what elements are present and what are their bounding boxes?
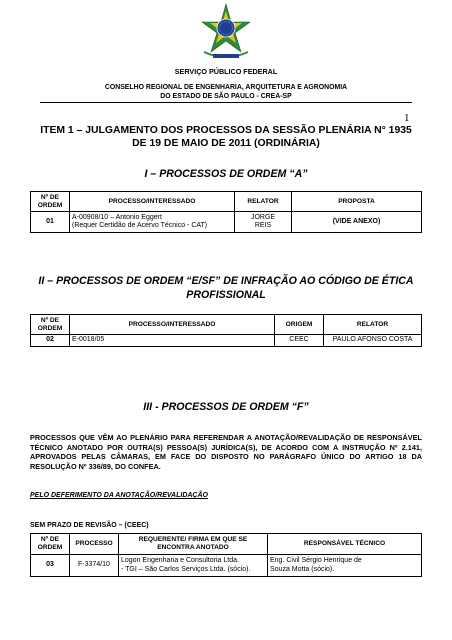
cell-processo: F-3374/10	[70, 555, 119, 577]
coat-of-arms-icon	[196, 2, 256, 62]
section1-title: I – PROCESSOS DE ORDEM “A”	[144, 168, 308, 180]
responsavel-line1: Eng. Civil Sérgio Henrique de	[270, 557, 362, 564]
section2-title-line2: PROFISSIONAL	[186, 289, 266, 301]
section2-title-line1: II – PROCESSOS DE ORDEM “E/SF” DE INFRAÇÃO AO CÓDIGO DE ÉTICA	[38, 275, 414, 287]
requerente-line2: - TGI – São Carlos Serviços Ltda. (sócio).	[121, 565, 251, 573]
org-header-line1: SERVIÇO PÚBLICO FEDERAL	[174, 67, 278, 76]
cell-ordem: 02	[31, 335, 70, 347]
item-title-line1: ITEM 1 – JULGAMENTO DOS PROCESSOS DA SESSÃO PLENÁRIA N° 1935	[40, 125, 412, 136]
section1-table	[30, 191, 422, 233]
col-header-processo: PROCESSO/INTERESSADO	[70, 192, 235, 212]
cell-processo: E-0018/05	[70, 335, 275, 347]
org-header-line3: DO ESTADO DE SÃO PAULO - CREA-SP	[160, 93, 292, 100]
requerente-line1: Logon Engenharia e Consultoria Ltda.	[121, 557, 239, 564]
table-header-row	[31, 192, 422, 212]
col-header-processo: PROCESSO/INTERESSADO	[70, 315, 275, 335]
item-title-line2: DE 19 DE MAIO DE 2011 (ORDINÁRIA)	[132, 138, 320, 149]
table-header-row	[31, 315, 422, 335]
col-header-proposta: PROPOSTA	[292, 192, 422, 212]
col-header-responsavel: RESPONSÁVEL TÉCNICO	[268, 534, 422, 555]
section3-subtitle-prazo: SEM PRAZO DE REVISÃO – (CEEC)	[30, 522, 149, 529]
cell-requerente	[119, 555, 268, 577]
section2-table	[30, 314, 422, 347]
responsavel-line2: Souza Motta (sócio).	[270, 565, 335, 573]
section3-note: PROCESSOS QUE VÊM AO PLENÁRIO PARA REFERENDAR A ANOTAÇÃO/REVALIDAÇÃO DE RESPONSÁVEL TÉCNICO ANOTADO POR OUTRA(S) PESSOA(S) JURÍDICA(S), DE ACORDO COM A INSTRUÇÃO Nº 2.141, APROVADOS PELAS CÂMARAS, EM FACE DO DISPOSTO NO PARÁGRAFO ÚNICO DO ARTIGO 18 DA RESOLUÇÃO Nº 336/89, DO CONFEA.	[30, 433, 422, 471]
table-row	[31, 212, 422, 233]
relator-line1: JORGE	[250, 213, 276, 221]
col-header-origem: ORIGEM	[275, 315, 324, 335]
section3-subtitle-deferimento: PELO DEFERIMENTO DA ANOTAÇÃO/REVALIDAÇÃO	[30, 492, 208, 499]
org-header-block	[0, 83, 452, 101]
cell-proposta: (VIDE ANEXO)	[292, 212, 422, 233]
cell-processo	[70, 212, 235, 233]
section3-table	[30, 533, 422, 577]
col-header-processo: PROCESSO	[70, 534, 119, 555]
section2-title	[28, 274, 424, 302]
col-header-ordem: Nº DE ORDEM	[31, 315, 70, 335]
col-header-ordem: Nº DE ORDEM	[31, 534, 70, 555]
item-title	[30, 124, 422, 150]
processo-line1: A-00908/10 – Antonio Eggert	[72, 213, 162, 221]
cell-relator: PAULO AFONSO COSTA	[324, 335, 422, 347]
cell-relator	[235, 212, 292, 233]
cell-responsavel	[268, 555, 422, 577]
col-header-relator: RELATOR	[235, 192, 292, 212]
col-header-ordem: Nº DE ORDEM	[31, 192, 70, 212]
processo-line2: (Requer Certidão de Acervo Técnico - CAT)	[72, 222, 208, 229]
section3-title: III - PROCESSOS DE ORDEM “F”	[143, 401, 309, 413]
table-row	[31, 335, 422, 347]
table-row	[31, 555, 422, 577]
table-header-row	[31, 534, 422, 555]
col-header-requerente: REQUERENTE/ FIRMA EM QUE SE ENCONTRA ANOTADO	[119, 534, 268, 555]
relator-line2: REIS	[254, 222, 272, 229]
org-header-line2: CONSELHO REGIONAL DE ENGENHARIA, ARQUITETURA E AGRONOMIA	[104, 84, 348, 91]
cell-ordem: 03	[31, 555, 70, 577]
cell-ordem: 01	[31, 212, 70, 233]
col-header-relator: RELATOR	[324, 315, 422, 335]
header-divider	[40, 102, 412, 103]
cell-origem: CEEC	[275, 335, 324, 347]
page-number: 1	[404, 112, 410, 124]
